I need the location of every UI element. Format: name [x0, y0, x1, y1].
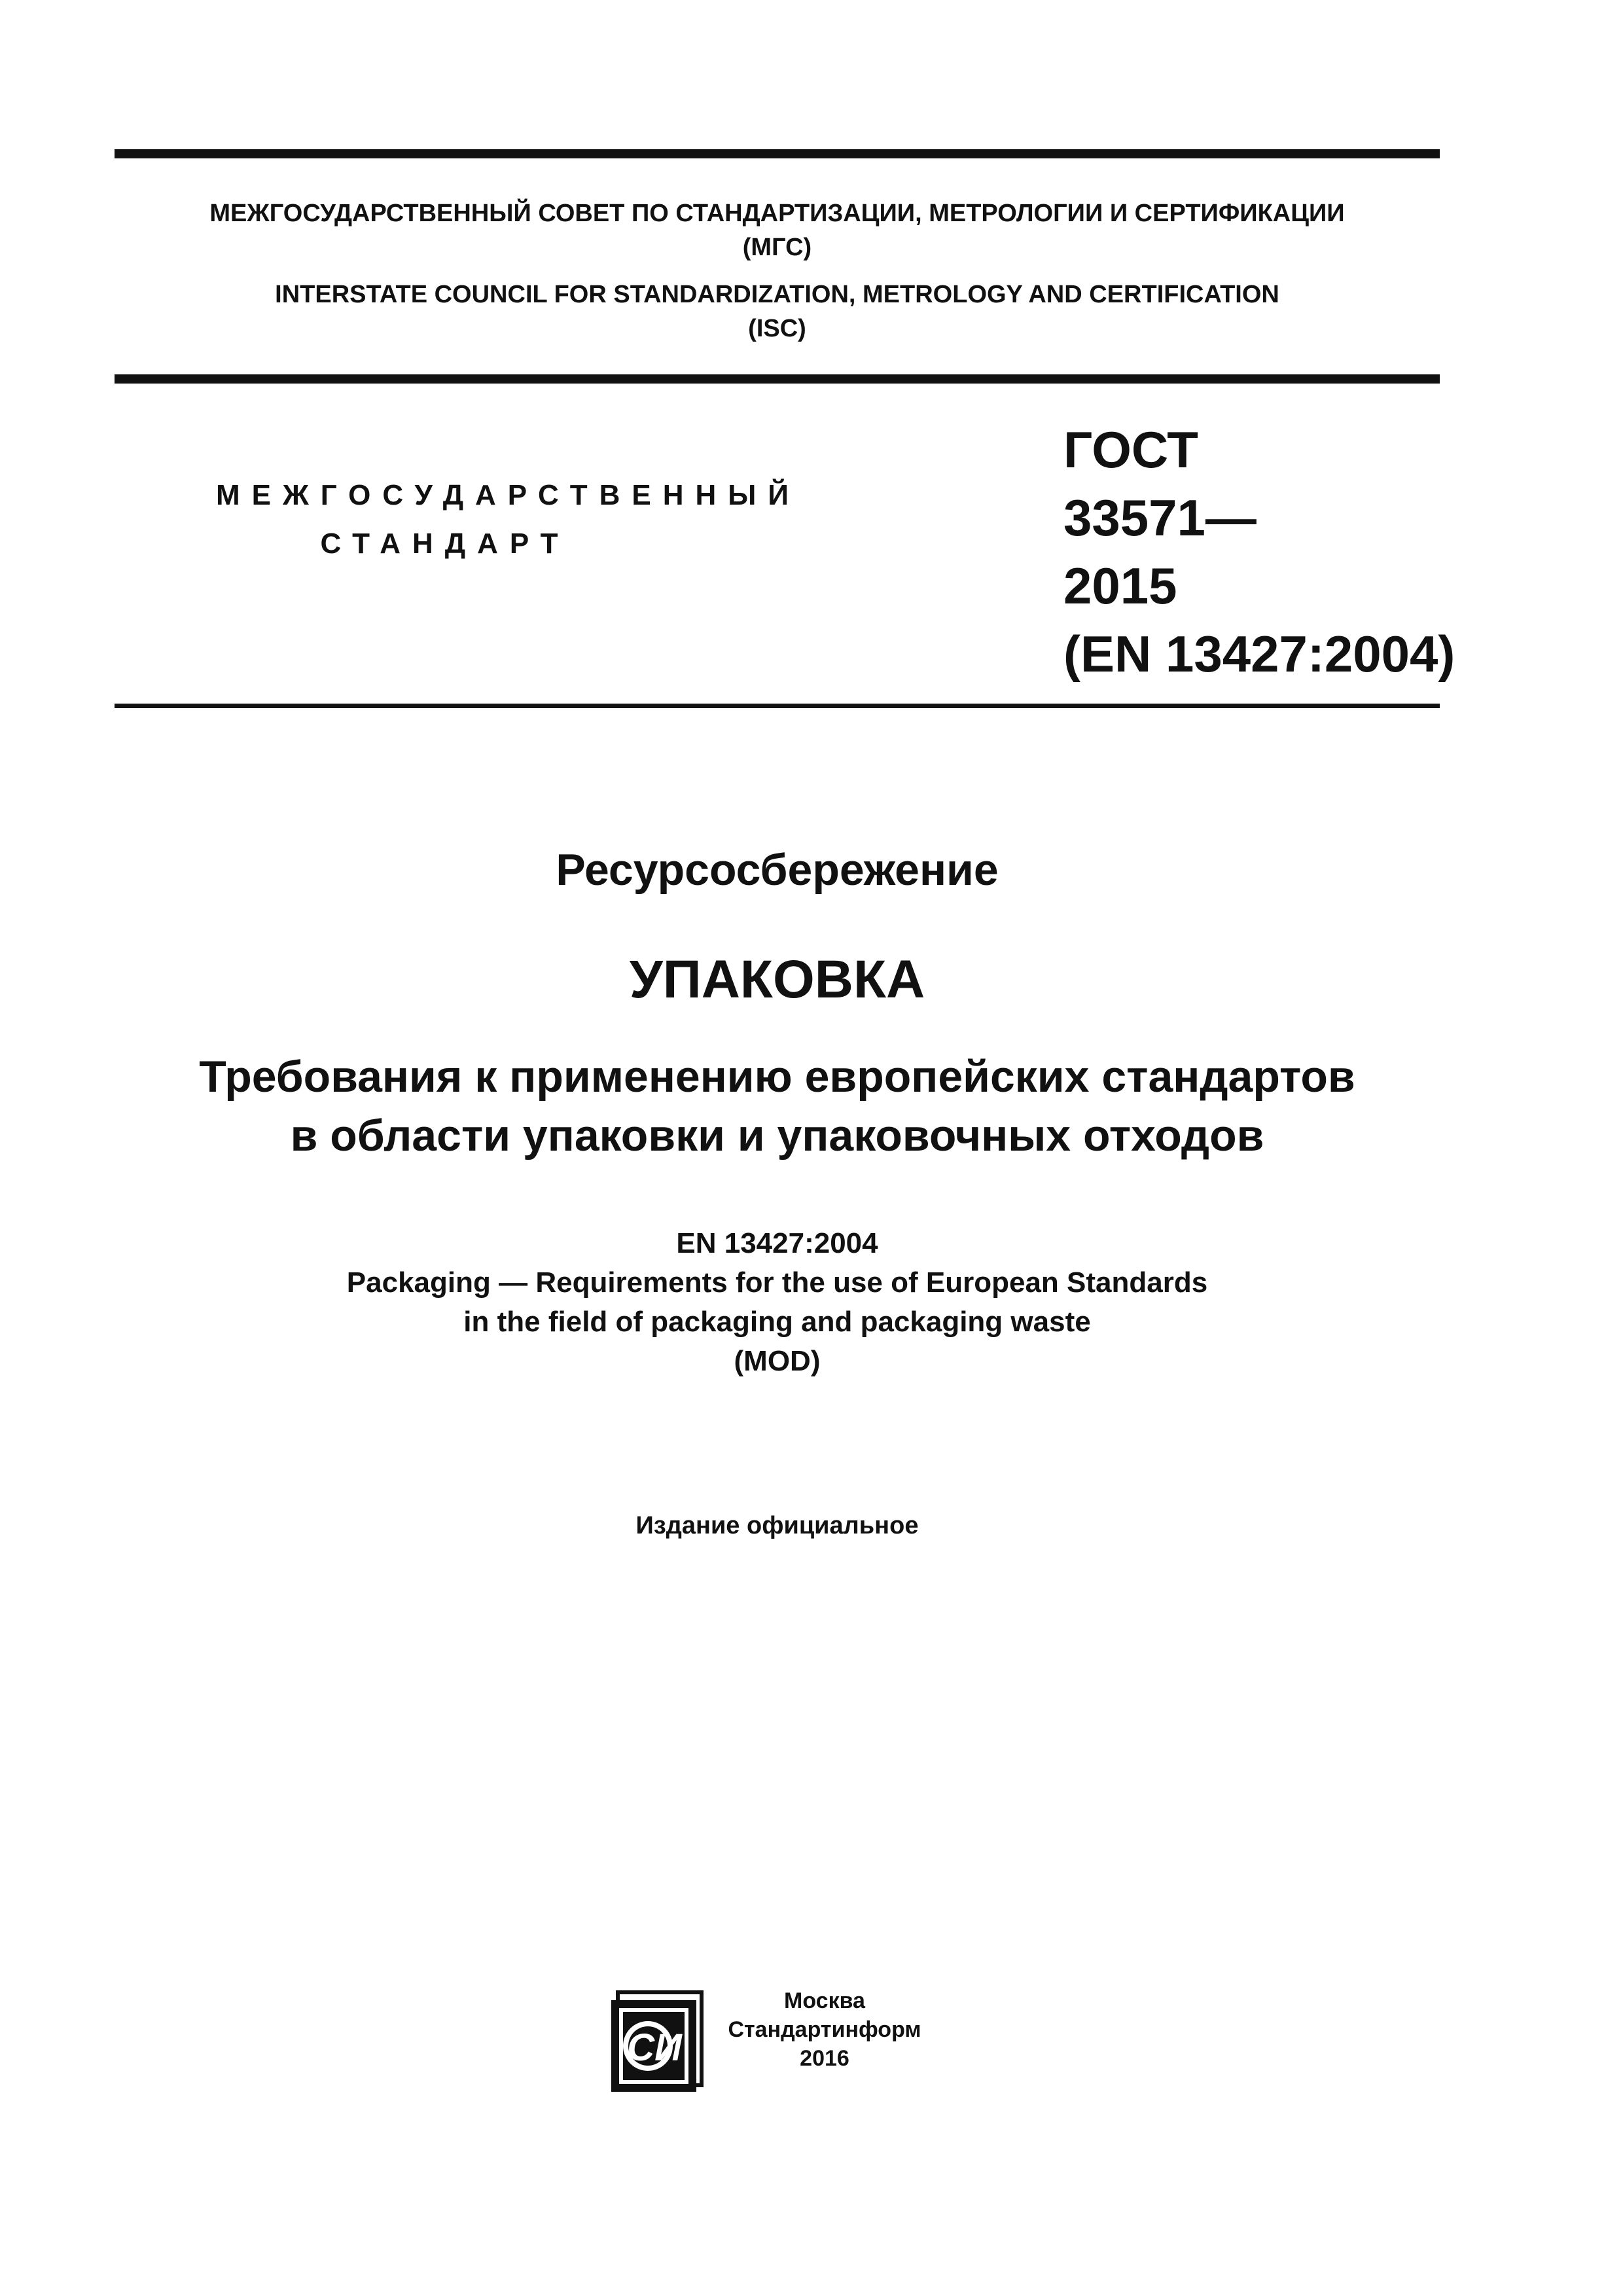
en-mod: (MOD)	[734, 1345, 821, 1377]
publisher-year: 2016	[800, 2046, 849, 2071]
top-rule	[115, 149, 1440, 158]
council-name-en	[115, 278, 1440, 346]
en-title-line1: Packaging — Requirements for the use of European Standards	[346, 1266, 1208, 1299]
council-bottom-rule	[115, 374, 1440, 384]
subtitle-line2: в области упаковки и упаковочных отходов	[290, 1111, 1264, 1160]
topic-title: Ресурсосбережение	[556, 845, 999, 895]
standard-type-line1: МЕЖГОСУДАРСТВЕННЫЙ	[216, 479, 800, 511]
logo-letters: СИ	[627, 2026, 682, 2069]
publisher-block	[726, 1986, 923, 2073]
publisher-city: Москва	[784, 1988, 865, 2013]
edition-label: Издание официальное	[635, 1512, 919, 1539]
en-code: EN 13427:2004	[676, 1227, 878, 1259]
header-bottom-rule	[115, 704, 1440, 708]
standartinform-logo-icon	[609, 1990, 707, 2094]
en-title-line2: in the field of packaging and packaging waste	[463, 1306, 1091, 1338]
council-ru-abbr: (МГС)	[742, 234, 812, 261]
subtitle-line1: Требования к применению европейских стандартов	[199, 1052, 1355, 1102]
publisher-name: Стандартинформ	[728, 2017, 921, 2042]
main-title: УПАКОВКА	[629, 950, 925, 1009]
subtitle	[115, 1047, 1440, 1165]
standard-type-line2: СТАНДАРТ	[320, 528, 570, 560]
gost-year: 2015	[1063, 557, 1177, 615]
council-name-ru	[115, 196, 1440, 264]
gost-number: 33571—	[1063, 489, 1257, 547]
council-ru-line: МЕЖГОСУДАРСТВЕННЫЙ СОВЕТ ПО СТАНДАРТИЗАЦИИ, МЕТРОЛОГИИ И СЕРТИФИКАЦИИ	[209, 200, 1345, 227]
gost-designation	[1063, 416, 1455, 688]
council-en-line: INTERSTATE COUNCIL FOR STANDARDIZATION, METROLOGY AND CERTIFICATION	[275, 281, 1279, 308]
gost-label: ГОСТ	[1063, 421, 1198, 478]
council-en-abbr: (ISC)	[748, 315, 806, 342]
gost-en-ref: (EN 13427:2004)	[1063, 625, 1455, 683]
standard-type	[216, 471, 800, 568]
en-reference	[115, 1224, 1440, 1381]
